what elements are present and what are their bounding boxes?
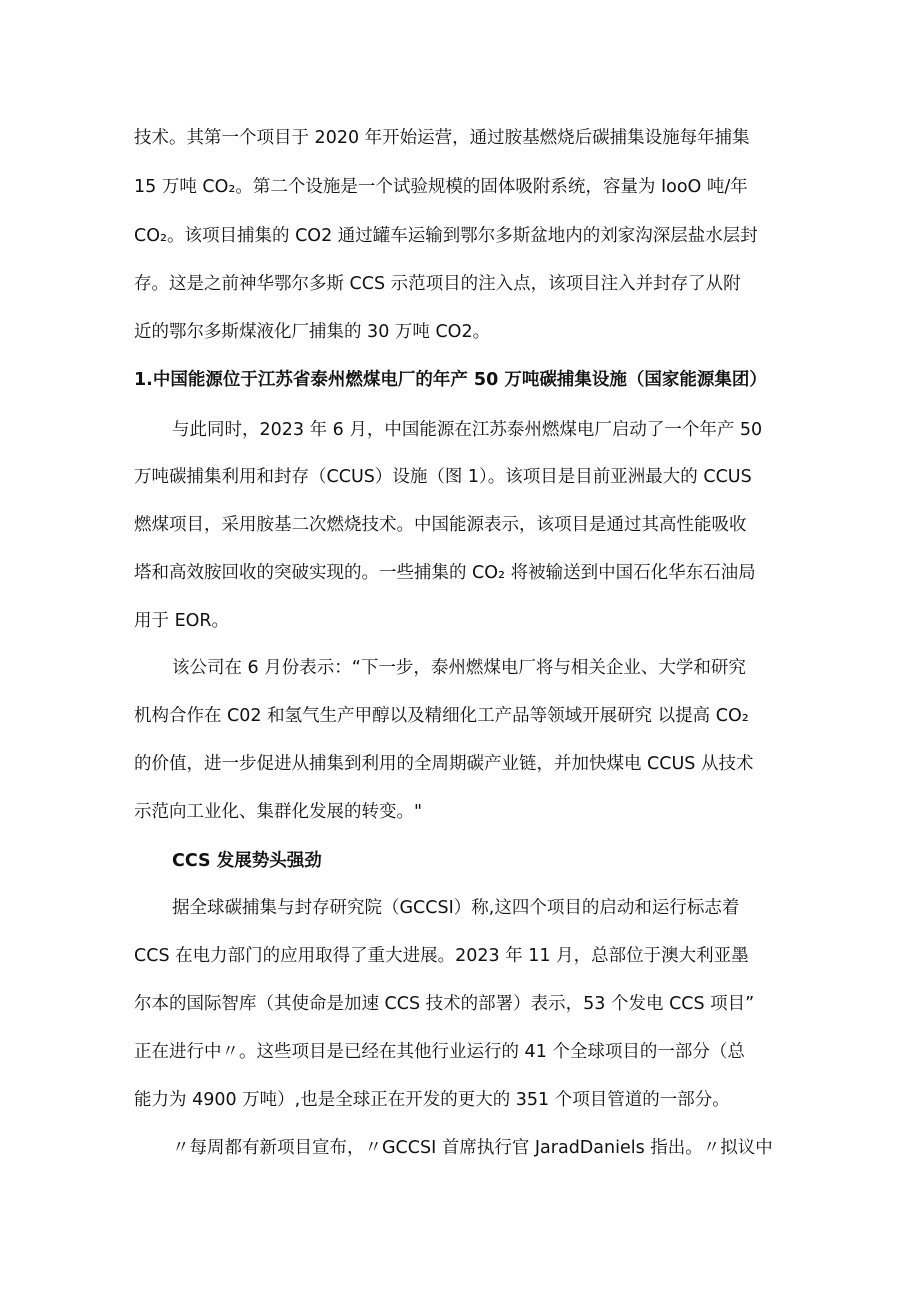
text-line: 正在进行中〃。这些项目是已经在其他行业运行的 41 个全球项目的一部分（总: [134, 1042, 745, 1062]
text-line: 燃煤项目，采用胺基二次燃烧技术。中国能源表示，该项目是通过其高性能吸收: [134, 515, 747, 535]
text-line: 与此同时，2023 年 6 月，中国能源在江苏泰州燃煤电厂启动了一个年产 50: [172, 420, 763, 440]
text-line: 15 万吨 CO₂。第二个设施是一个试验规模的固体吸附系统，容量为 IooO 吨/年: [134, 177, 748, 197]
text-line: 的价值，进一步促进从捕集到利用的全周期碳产业链，并加快煤电 CCUS 从技术: [134, 754, 754, 774]
text-line: 据全球碳捕集与封存研究院（GCCSI）称,这四个项目的启动和运行标志着: [172, 898, 740, 918]
text-line: 万吨碳捕集利用和封存（CCUS）设施（图 1）。该项目是目前亚洲最大的 CCUS: [134, 467, 752, 487]
text-line: 〃每周都有新项目宣布，〃GCCSI 首席执行官 JaradDaniels 指出。〃拟议中: [172, 1138, 773, 1158]
section-heading: CCS 发展势头强劲: [172, 851, 322, 871]
text-line: 近的鄂尔多斯煤液化厂捕集的 30 万吨 CO2。: [134, 322, 491, 342]
text-line: 存。这是之前神华鄂尔多斯 CCS 示范项目的注入点，该项目注入并封存了从附: [134, 274, 741, 294]
text-line: 机构合作在 C02 和氢气生产甲醇以及精细化工产品等领域开展研究 以提高 CO₂: [134, 706, 749, 726]
text-line: 能力为 4900 万吨）,也是全球正在开发的更大的 351 个项目管道的一部分。: [134, 1090, 730, 1110]
text-line: 该公司在 6 月份表示：“下一步，泰州燃煤电厂将与相关企业、大学和研究: [172, 658, 746, 678]
text-line: 示范向工业化、集群化发展的转变。": [134, 802, 423, 822]
text-line: 塔和高效胺回收的突破实现的。一些捕集的 CO₂ 将被输送到中国石化华东石油局: [134, 563, 756, 583]
text-line: CCS 在电力部门的应用取得了重大进展。2023 年 11 月，总部位于澳大利亚墨: [134, 946, 749, 966]
text-line: 技术。其第一个项目于 2020 年开始运营，通过胺基燃烧后碳捕集设施每年捕集: [134, 128, 750, 148]
text-line: CO₂。该项目捕集的 CO2 通过罐车运输到鄂尔多斯盆地内的刘家沟深层盐水层封: [134, 226, 758, 246]
text-line: 用于 EOR。: [134, 611, 230, 631]
text-line: 尔本的国际智库（其使命是加速 CCS 技术的部署）表示，53 个发电 CCS 项目”: [134, 994, 755, 1014]
section-heading: 1.中国能源位于江苏省泰州燃煤电厂的年产 50 万吨碳捕集设施（国家能源集团）: [134, 370, 767, 390]
